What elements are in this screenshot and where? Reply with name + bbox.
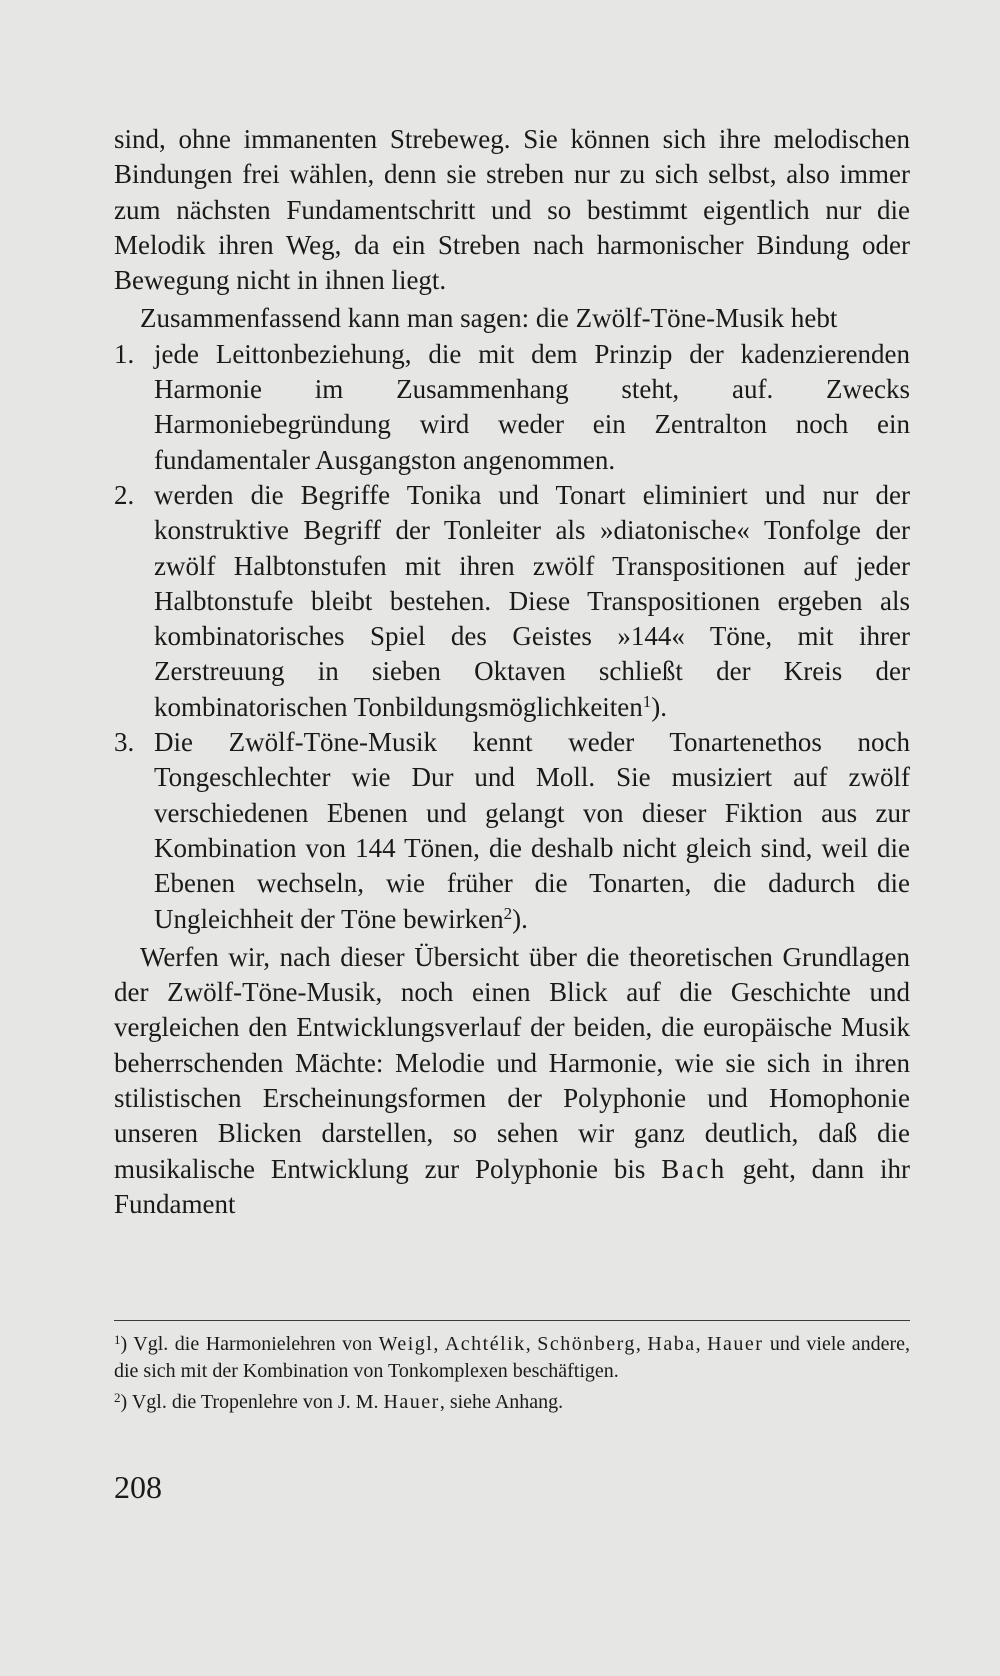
- footnote-text: Vgl. die Tropenlehre von: [131, 1391, 333, 1413]
- paragraph-3-text-end: geht, dann ihr Fundament: [114, 1153, 911, 1219]
- list-item-text: jede Leittonbeziehung, die mit dem Prinzip der kadenzierenden Harmonie im Zusammenhang steht, auf. Zwecks Harmoniebegründung wird weder ein Zentralton noch ein fundamentaler Ausgangston angenommen.: [154, 338, 910, 475]
- author-name: Hauer: [383, 1391, 440, 1413]
- list-item-tail: ).: [651, 691, 668, 722]
- footnote-ref-2: 2: [503, 903, 513, 923]
- footnote-divider: [114, 1320, 910, 1321]
- list-item-2: [114, 478, 910, 725]
- author-name: Achtélik: [444, 1333, 526, 1355]
- list-item-1: [114, 337, 910, 478]
- list-number: 3.: [114, 727, 135, 758]
- paragraph-2: [114, 301, 910, 336]
- author-name: Hauer: [707, 1333, 764, 1355]
- footnote-text: und viele andere, die sich mit der Kombination von Tonkomplexen beschäftigen.: [114, 1333, 911, 1382]
- footnote-ref-1: 1: [642, 691, 652, 711]
- list-number: 1.: [114, 338, 135, 369]
- composer-name-bach: Bach: [661, 1153, 727, 1184]
- paragraph-1: [114, 122, 910, 298]
- author-initials: J. M.: [337, 1391, 379, 1413]
- paragraph-3: [114, 940, 910, 1222]
- list-item-text: werden die Begriffe Tonika und Tonart eliminiert und nur der konstruktive Begriff der Tonleiter als »diatonische« Tonfolge der zwölf Halbtonstufen mit ihren zwölf Transpositionen auf jeder Halbtonstufe bleibt bestehen. Diese Transpositionen ergeben als kombinatorisches Spiel des Geistes »144« Töne, mit ihrer Zerstreuung in sieben Oktaven schließt der Kreis der kombinatorischen Tonbildungsmöglichkeiten: [154, 479, 910, 722]
- author-name: Weigl: [378, 1333, 434, 1355]
- footnote-text: siehe Anhang.: [449, 1391, 564, 1413]
- list-number: 2.: [114, 479, 135, 510]
- footnote-text: Vgl. die Harmonielehren von: [133, 1333, 373, 1355]
- numbered-list: [114, 337, 910, 937]
- footnotes: [114, 1331, 910, 1416]
- footnote-mark-tail: ): [120, 1391, 128, 1413]
- footnote-2: $^2$) Vgl. die Tropenlehre von J. M. Hauer, siehe Anhang.: [114, 1390, 564, 1413]
- paragraph-2-text: Zusammenfassend kann man sagen: die Zwölf-Töne-Musik hebt: [140, 303, 838, 334]
- main-text: [114, 122, 910, 1222]
- footnote-mark-tail: ): [120, 1333, 128, 1355]
- list-item-3: [114, 725, 910, 937]
- paragraph-1-text: sind, ohne immanenten Strebeweg. Sie können sich ihre melodischen Bindungen frei wählen, denn sie streben nur zu sich selbst, also immer zum nächsten Fundamentschritt und so bestimmt eigentlich nur die Melodik ihren Weg, da ein Streben nach harmonischer Bindung oder Bewegung nicht in ihnen liegt.: [114, 124, 910, 296]
- footnote-1: $^1$) Vgl. die Harmonielehren von Weigl, Achtélik, Schönberg, Haba, Hauer und viele andere, die sich mit der Kombination von Tonkomplexen beschäftigen.: [114, 1332, 911, 1382]
- list-item-text: Die Zwölf-Töne-Musik kennt weder Tonartenethos noch Tongeschlechter wie Dur und Moll. Sie musiziert auf zwölf verschiedenen Ebenen und gelangt von dieser Fiktion aus zur Kombination von 144 Tönen, die deshalb nicht gleich sind, weil die Ebenen wechseln, wie früher die Tonarten, die dadurch die Ungleichheit der Töne bewirken: [154, 727, 910, 934]
- list-item-tail: ).: [512, 903, 528, 934]
- footnote-mark: 1: [114, 1332, 121, 1347]
- footnote-mark: 2: [114, 1390, 121, 1405]
- author-name: Schönberg: [537, 1333, 636, 1355]
- author-name: Haba: [647, 1333, 696, 1355]
- paragraph-3-text-start: Werfen wir, nach dieser Übersicht über die theoretischen Grundlagen der Zwölf-Töne-Musik, noch einen Blick auf die Geschichte und vergleichen den Entwicklungsverlauf der beiden, die europäische Musik beherrschenden Mächte: Melodie und Harmonie, wie sie sich in ihren stilistischen Erscheinungsformen der Polyphonie und Homophonie unseren Blicken darstellen, so sehen wir ganz deutlich, daß die musikalische Entwicklung zur Polyphonie bis: [114, 941, 910, 1184]
- page-number: 208: [114, 1469, 162, 1505]
